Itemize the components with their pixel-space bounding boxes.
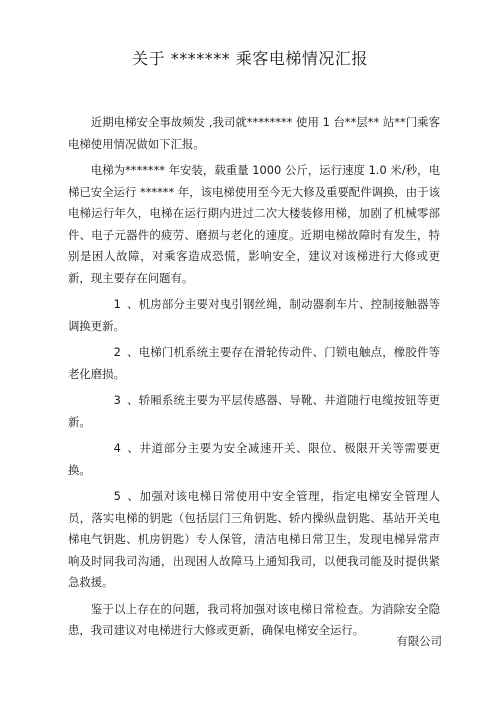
list-item-text: 、轿厢系统主要为平层传感器、导靴、井道随行电缆按钮等更新。	[68, 393, 440, 429]
document-body	[68, 112, 440, 647]
list-item-number: 4	[113, 441, 121, 455]
list-item-number: 3	[113, 393, 121, 407]
list-item-text: 、电梯门机系统主要存在滑轮传动件、门锁电触点，橡胶件等老化磨损。	[68, 345, 440, 381]
list-item	[68, 438, 440, 481]
list-item	[68, 294, 440, 337]
signature-company: 有限公司	[396, 634, 442, 648]
page-title: 关于 ******* 乘客电梯情况汇报	[132, 49, 368, 68]
intro-paragraph: 近期电梯安全事故频发 ,我司就******** 使用 1 台**层** 站**门乘客电梯使用情况做如下汇报。	[68, 115, 440, 151]
list-item-number: 1	[113, 297, 121, 311]
list-item-number: 5	[113, 489, 121, 503]
list-item	[68, 390, 440, 433]
list-item-text: 、井道部分主要为安全减速开关、限位、极限开关等需要更换。	[68, 441, 440, 477]
list-item	[68, 486, 440, 594]
list-item-text: 、机房部分主要对曳引钢丝绳，制动器刹车片、控制接触器等调换更新。	[68, 297, 440, 333]
list-item	[68, 342, 440, 385]
list-item-number: 2	[113, 345, 121, 359]
status-paragraph: 电梯为******* 年安装，载重量 1000 公斤，运行速度 1.0 米/秒，电梯已安全运行 ****** 年，该电梯使用至今无大修及重要配件调换，由于该电梯运行年久，电梯在运行期内进过二次大楼装修用梯，加剧了机械零部件、电子元器件的疲劳、磨损与老化的速度。近期电梯故障时有发生，特别是困人故障，对乘客造成恐慌，影响安全，建议对该梯进行大修或更新，现主要存在问题有。	[68, 163, 440, 285]
list-item-text: 、加强对该电梯日常使用中安全管理，指定电梯安全管理人员，落实电梯的钥匙（包括层门三角钥匙、轿内操纵盘钥匙、基站开关电梯电气钥匙、机房钥匙）专人保管，清洁电梯日常卫生，发现电梯异常声响及时同我司沟通，出现困人故障马上通知我司，以便我司能及时提供紧急救援。	[68, 489, 440, 589]
conclusion-paragraph: 鉴于以上存在的问题，我司将加强对该电梯日常检查。为消除安全隐患，我司建议对电梯进行大修或更新，确保电梯安全运行。	[68, 601, 440, 637]
